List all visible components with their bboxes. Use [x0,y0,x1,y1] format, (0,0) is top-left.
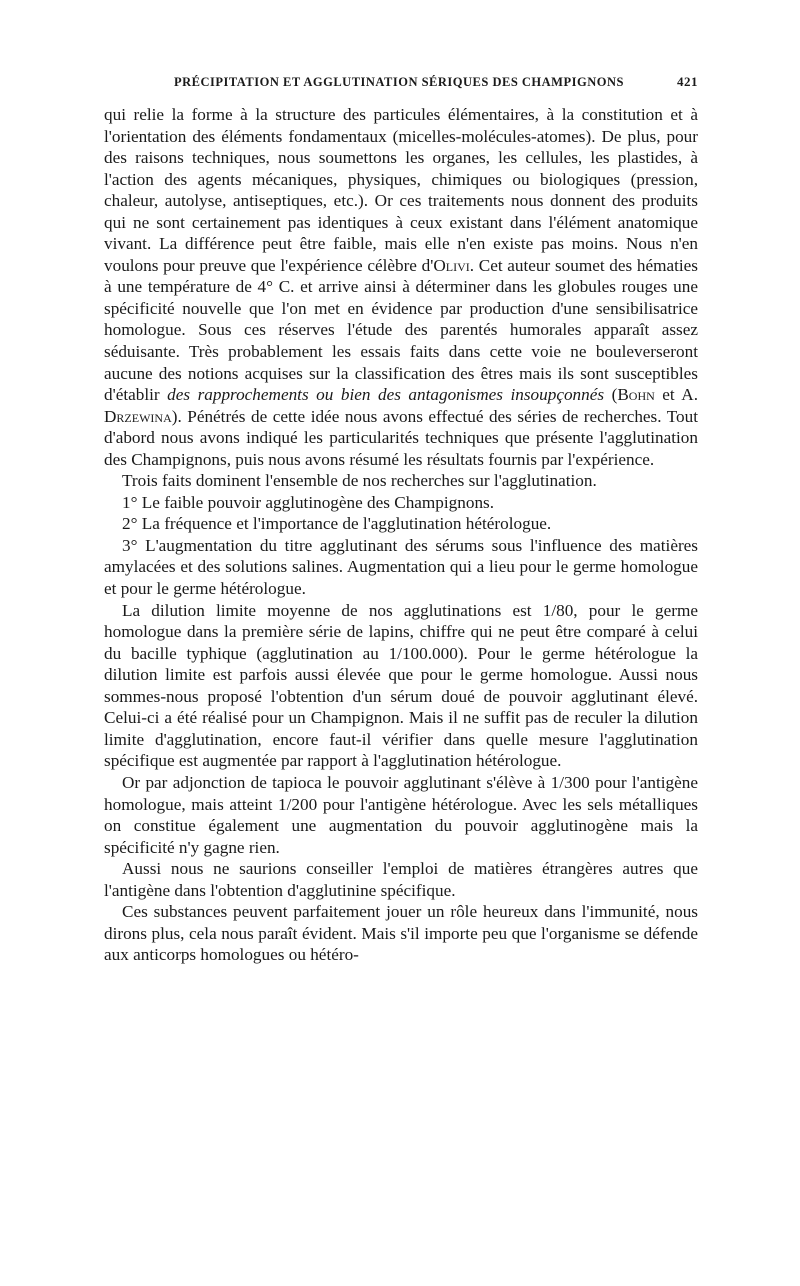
italic-quote: des rapprochements ou bien des antagonismes insoupçonnés [167,385,605,405]
list-item-3: 3° L'augmentation du titre agglutinant des sérums sous l'influence des matières amylacées et des solutions salines. Augmentation qui a lieu pour le germe homologue et pour le germe hétérologue. [104,535,698,599]
paragraph-1-text-d: ). Pénétrés de cette idée nous avons effectué des séries de recherches. Tout d'abord nous avons indiqué les particularités techniques que présente l'agglutination des Champignons, puis nous avons résumé les résultats fournis par l'expérience. [104,406,698,469]
paragraph-6: La dilution limite moyenne de nos agglutinations est 1/80, pour le germe homologue dans la première série de lapins, chiffre qui ne peut être comparé à celui du bacille typhique (agglutination au 1/100.000). Pour le germe hétérologue la dilution limite est parfois aussi élevée que pour le germe homologue. Aussi nous sommes-nous proposé l'obtention d'un sérum doué de pouvoir agglutinant élevé. Celui-ci a été réalisé pour un Champignon. Mais il ne suffit pas de reculer la dilution limite d'agglutination, encore faut-il vérifier dans quelle mesure l'agglutination spécifique est augmentée par rapport à l'agglutination hétérologue. [104,600,698,771]
author-bohn: Bohn [617,385,655,405]
list-item-1: 1° Le faible pouvoir agglutinogène des Champignons. [122,492,495,512]
paragraph-1-text-c: ( [604,385,618,405]
paragraph-1-text-a: qui relie la forme à la structure des particules élémentaires, à la constitution et à l'orientation des éléments fondamentaux (micelles-molécules-atomes). De plus, pour des raisons techniques, nous soumettons les organes, les cellules, les plastides, à l'action des agents mécaniques, physiques, chimiques ou biologiques (pression, chaleur, autolyse, antiseptiques, etc.). Or ces traitements nous donnent des produits qui ne sont certainement pas identiques à ceux existant dans l'élément anatomique vivant. La différence peut être faible, mais elle n'en existe pas moins. Nous n'en voulons pour preuve que l'expérience célèbre d' [104,105,698,275]
paragraph-1-text-b: . Cet auteur soumet des hématies à une température de 4° C. et arrive ainsi à déterminer dans les globules rouges une spécificité nouvelle que l'on met en évidence par production d'une sensibilisatrice homologue. Sous ces réserves l'étude des parentés humorales apparaît assez séduisante. Très probablement les essais faits dans cette voie ne bouleverseront aucune des notions acquises sur la classification des êtres mais ils sont susceptibles d'établir [104,255,698,405]
paragraph-2: Trois faits dominent l'ensemble de nos recherches sur l'agglutination. [122,471,597,491]
paragraph-1-text-et: et A. [654,385,698,405]
paragraph-9: Ces substances peuvent parfaitement jouer un rôle heureux dans l'immunité, nous dirons plus, cela nous paraît évident. Mais s'il importe peu que l'organisme se défende aux anticorps homologues ou hétéro- [104,902,698,965]
paragraph-1 [104,104,698,470]
paragraph-7: Or par adjonction de tapioca le pouvoir agglutinant s'élève à 1/300 pour l'antigène homologue, mais atteint 1/200 pour l'antigène hétérologue. Avec les sels métalliques on constitue également une augmentation du pouvoir agglutinogène mais la spécificité n'y gagne rien. [104,772,698,857]
running-header [104,74,698,90]
author-drzewina: Drzewina [104,406,172,426]
list-item-2: 2° La fréquence et l'importance de l'agglutination hétérologue. [122,514,552,534]
page-body [104,104,698,966]
page-number: 421 [677,74,698,89]
book-page [104,74,698,966]
paragraph-8: Aussi nous ne saurions conseiller l'emploi de matières étrangères autres que l'antigène dans l'obtention d'agglutinine spécifique. [104,859,698,900]
running-title: PRÉCIPITATION ET AGGLUTINATION SÉRIQUES DES CHAMPIGNONS [174,75,624,89]
author-olivi: Olivi [433,255,470,275]
